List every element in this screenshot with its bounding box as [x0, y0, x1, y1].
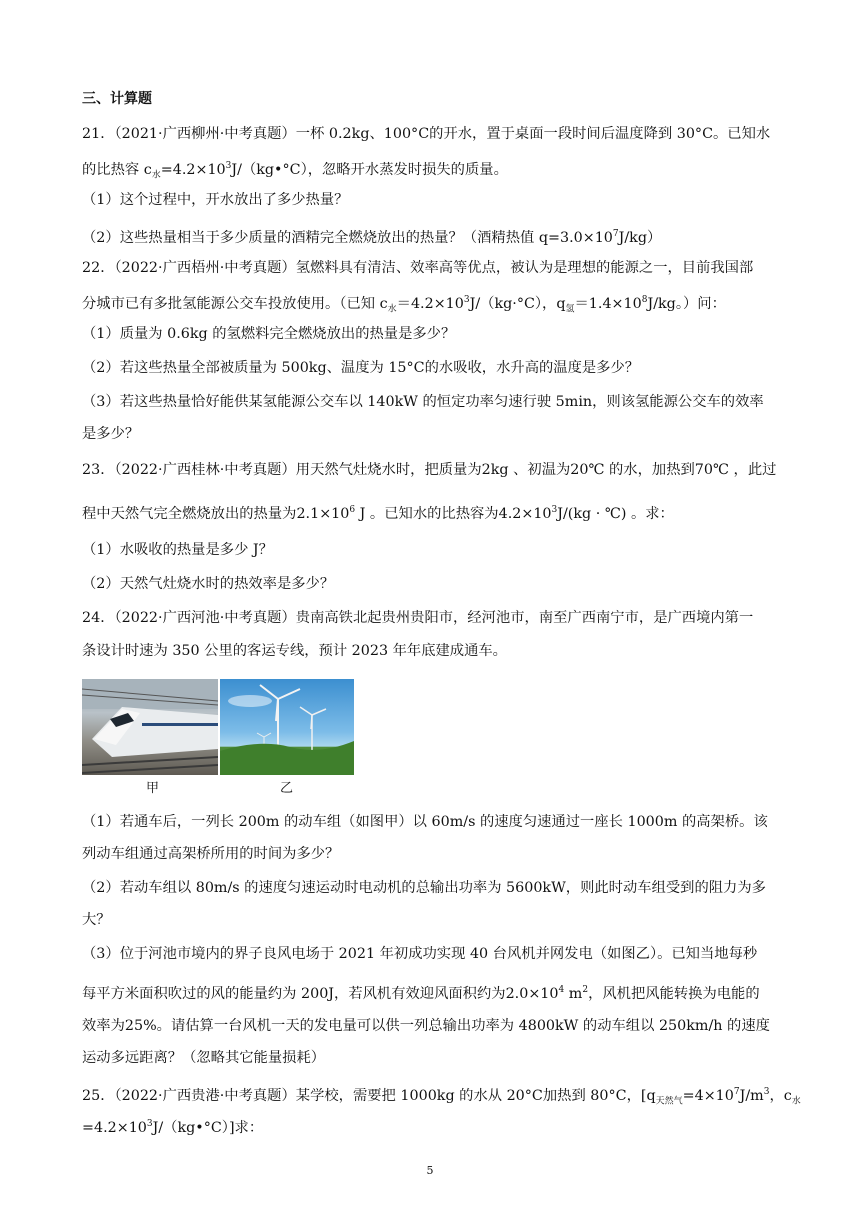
q22-line-1: 22．（2022·广西梧州·中考真题）氢燃料具有清洁、效率高等优点，被认为是理想的能源之一，目前我国部: [82, 260, 754, 276]
q24-line-1: 24．（2022·广西河池·中考真题）贵南高铁北起贵州贵阳市，经河池市，南至广西南宁市，是广西境内第一: [82, 610, 754, 626]
q24-part-3a: （3）位于河池市境内的界子良风电场于 2021 年初成功实现 40 台风机并网发电（如图乙）。已知当地每秒: [82, 946, 758, 962]
q24-part-3c: 效率为25%。请估算一台风机一天的发电量可以供一列总输出功率为 4800kW 的动车组以 250km/h 的速度: [82, 1018, 770, 1034]
q22-part-3a: （3）若这些热量恰好能供某氢能源公交车以 140kW 的恒定功率匀速行驶 5min，则该氢能源公交车的效率: [82, 394, 764, 410]
q23-line-2: 程中天然气完全燃烧放出的热量为$2.1\times 10^6$ J 。已知水的比热容为$4.2\times 10^3J/(kg$ · ℃) 。求：: [82, 505, 674, 522]
q23-part-2: （2）天然气灶烧水时的热效率是多少？: [82, 576, 335, 592]
q24-part-2a: （2）若动车组以 80m/s 的速度匀速运动时电动机的总输出功率为 5600kW，则此时动车组受到的阻力为多: [82, 880, 766, 896]
figure-label-jia: 甲: [146, 781, 160, 796]
q21-part-2: （2）这些热量相当于多少质量的酒精完全燃烧放出的热量？（酒精热值 $q=3.0\times 10^7J/kg$）: [82, 229, 662, 246]
q24-part-3b: 每平方米面积吹过的风的能量约为 200J，若风机有效迎风面积约为$2.0\times 10^4$ $m^2$，风机把风能转换为电能的: [82, 985, 760, 1002]
figure-label-yi: 乙: [280, 781, 294, 796]
q24-line-2: 条设计时速为 350 公里的客运专线，预计 2023 年年底建成通车。: [82, 643, 507, 659]
q24-part-3d: 运动多远距离？（忽略其它能量损耗）: [82, 1050, 326, 1066]
q23-part-1: （1）水吸收的热量是多少 J？: [82, 542, 273, 558]
q24-figure: [82, 679, 354, 797]
q22-part-2: （2）若这些热量全部被质量为 500kg、温度为 15°C的水吸收，水升高的温度是多少？: [82, 360, 640, 376]
q24-part-1a: （1）若通车后，一列长 200m 的动车组（如图甲）以 60m/s 的速度匀速通过一座长 1000m 的高架桥。该: [82, 814, 768, 830]
page-number: 5: [426, 1164, 434, 1177]
q21-line-2: 的比热容 $c_水=4.2\times 10^3J/(kg•^\circ C)$，忽略开水蒸发时损失的质量。: [82, 161, 508, 181]
q25-line-1: 25．（2022·广西贵港·中考真题）某学校，需要把 1000kg 的水从 20°C加热到 80°C，[$q_{天然气}=4\times 10^7J/m^3$，$c_水$: [82, 1087, 801, 1107]
q21-part-1: （1）这个过程中，开水放出了多少热量？: [82, 192, 349, 208]
q22-part-3b: 是多少？: [82, 426, 140, 442]
wind-turbine-photo: [220, 679, 354, 775]
section-title: 三、计算题: [82, 91, 152, 107]
q24-part-2b: 大？: [82, 912, 111, 928]
q22-line-2: 分城市已有多批氢能源公交车投放使用。（已知 $c_水=4.2\times 10^3J/(kg\cdot^\circ C)$，$q_氢=1.4\times 10^8J/kg$。）问：: [82, 295, 726, 315]
train-photo: [82, 679, 218, 775]
q23-line-1: 23．（2022·广西桂林·中考真题）用天然气灶烧水时，把质量为2kg 、初温为20℃ 的水，加热到70℃ ，此过: [82, 462, 777, 478]
q24-part-1b: 列动车组通过高架桥所用的时间为多少？: [82, 846, 340, 862]
q25-line-2: $=4.2\times 10^3J/(kg•^\circ C)$]求：: [82, 1119, 264, 1136]
q22-part-1: （1）质量为 0.6kg 的氢燃料完全燃烧放出的热量是多少？: [82, 326, 456, 342]
q21-line-1: 21．（2021·广西柳州·中考真题）一杯 0.2kg、100°C的开水，置于桌面一段时间后温度降到 30°C。已知水: [82, 126, 771, 142]
